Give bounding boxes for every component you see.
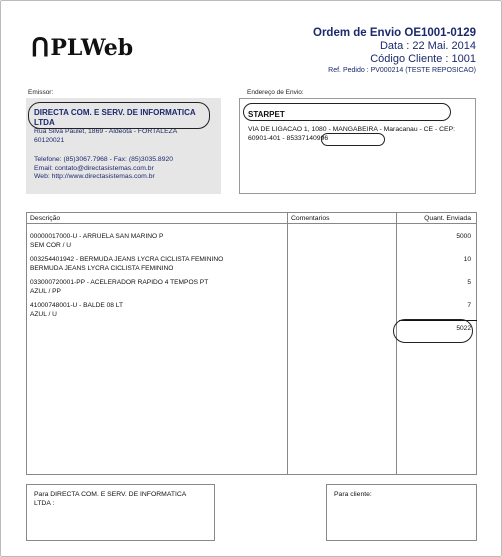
item-description: 003254401942 - BERMUDA JEANS LYCRA CICLISTA FEMININO: [30, 256, 224, 263]
emitter-address: Rua Silva Paulet, 1869 - Aldeota - FORTALEZA 60120021: [34, 128, 177, 144]
emitter-email: Email: contato@directasistemas.com.br: [34, 164, 154, 172]
item-description: 00000017000-U - ARRUELA SAN MARINO P: [30, 233, 164, 240]
logo-mark-icon: ᑎ: [31, 34, 49, 62]
total-annotation-oval: [393, 319, 473, 343]
item-quantity: 5000: [456, 233, 471, 240]
items-table: [26, 212, 477, 475]
table-row: [30, 279, 285, 296]
client-code: Código Cliente : 1001: [370, 53, 476, 65]
document-header: [313, 27, 476, 74]
item-variant: AZUL / PP: [30, 287, 61, 295]
client-signature-label: Para cliente:: [334, 491, 372, 498]
company-signature-label: Para DIRECTA COM. E SERV. DE INFORMATICA LTDA :: [34, 491, 186, 507]
item-description: 033000720001-PP - ACELERADOR RAPIDO 4 TEMPOS PT: [30, 279, 209, 286]
header-quantity: Quant. Enviada: [424, 215, 471, 222]
shipping-name: STARPET: [248, 110, 285, 119]
header-comments: Comentarios: [291, 215, 330, 222]
emitter-web: Web: http://www.directasistemas.com.br: [34, 173, 155, 180]
item-quantity: 10: [463, 256, 471, 263]
document-date: Data : 22 Mai. 2014: [379, 40, 476, 52]
emitter-phone: Telefone: (85)3067.7968 - Fax: (85)3035.8920: [34, 156, 174, 163]
phone-annotation-oval: [321, 133, 385, 146]
shipping-address: VIA DE LIGACAO 1, 1080 - MANGABEIRA - Maracanau - CE - CEP: 60901-401 - 85337140996: [248, 126, 455, 142]
item-variant: SEM COR / U: [30, 241, 72, 249]
item-variant: BERMUDA JEANS LYCRA CICLISTA FEMININO: [30, 264, 174, 272]
shipping-label: Endereço de Envio:: [247, 89, 304, 96]
table-header: [27, 213, 476, 224]
logo-text: PLWeb: [50, 35, 134, 61]
column-divider: [287, 213, 288, 474]
table-row: [30, 256, 285, 273]
header-description: Descrição: [30, 215, 61, 222]
column-divider: [396, 213, 397, 474]
table-row: [30, 233, 285, 250]
item-quantity: 5: [467, 279, 471, 286]
item-quantity: 7: [467, 302, 471, 309]
emitter-label: Emissor:: [28, 89, 54, 96]
item-variant: AZUL / U: [30, 310, 57, 318]
emitter-contact: [34, 156, 173, 182]
table-row: [30, 302, 285, 319]
item-description: 41000748001-U - BALDE 08 LT: [30, 302, 123, 309]
emitter-name: DIRECTA COM. E SERV. DE INFORMATICA LTDA: [34, 108, 196, 127]
order-reference: Ref. Pedido : PV000214 (TESTE REPOSICAO): [328, 67, 476, 74]
total-quantity: 5022: [456, 325, 471, 332]
client-signature-box: [326, 484, 477, 541]
document-title: Ordem de Envio OE1001-0129: [313, 27, 476, 39]
emitter-name-annotation-oval: [28, 102, 210, 129]
shipping-name-annotation-oval: [243, 103, 451, 121]
plweb-logo: [31, 35, 133, 61]
company-signature-box: [26, 484, 215, 541]
